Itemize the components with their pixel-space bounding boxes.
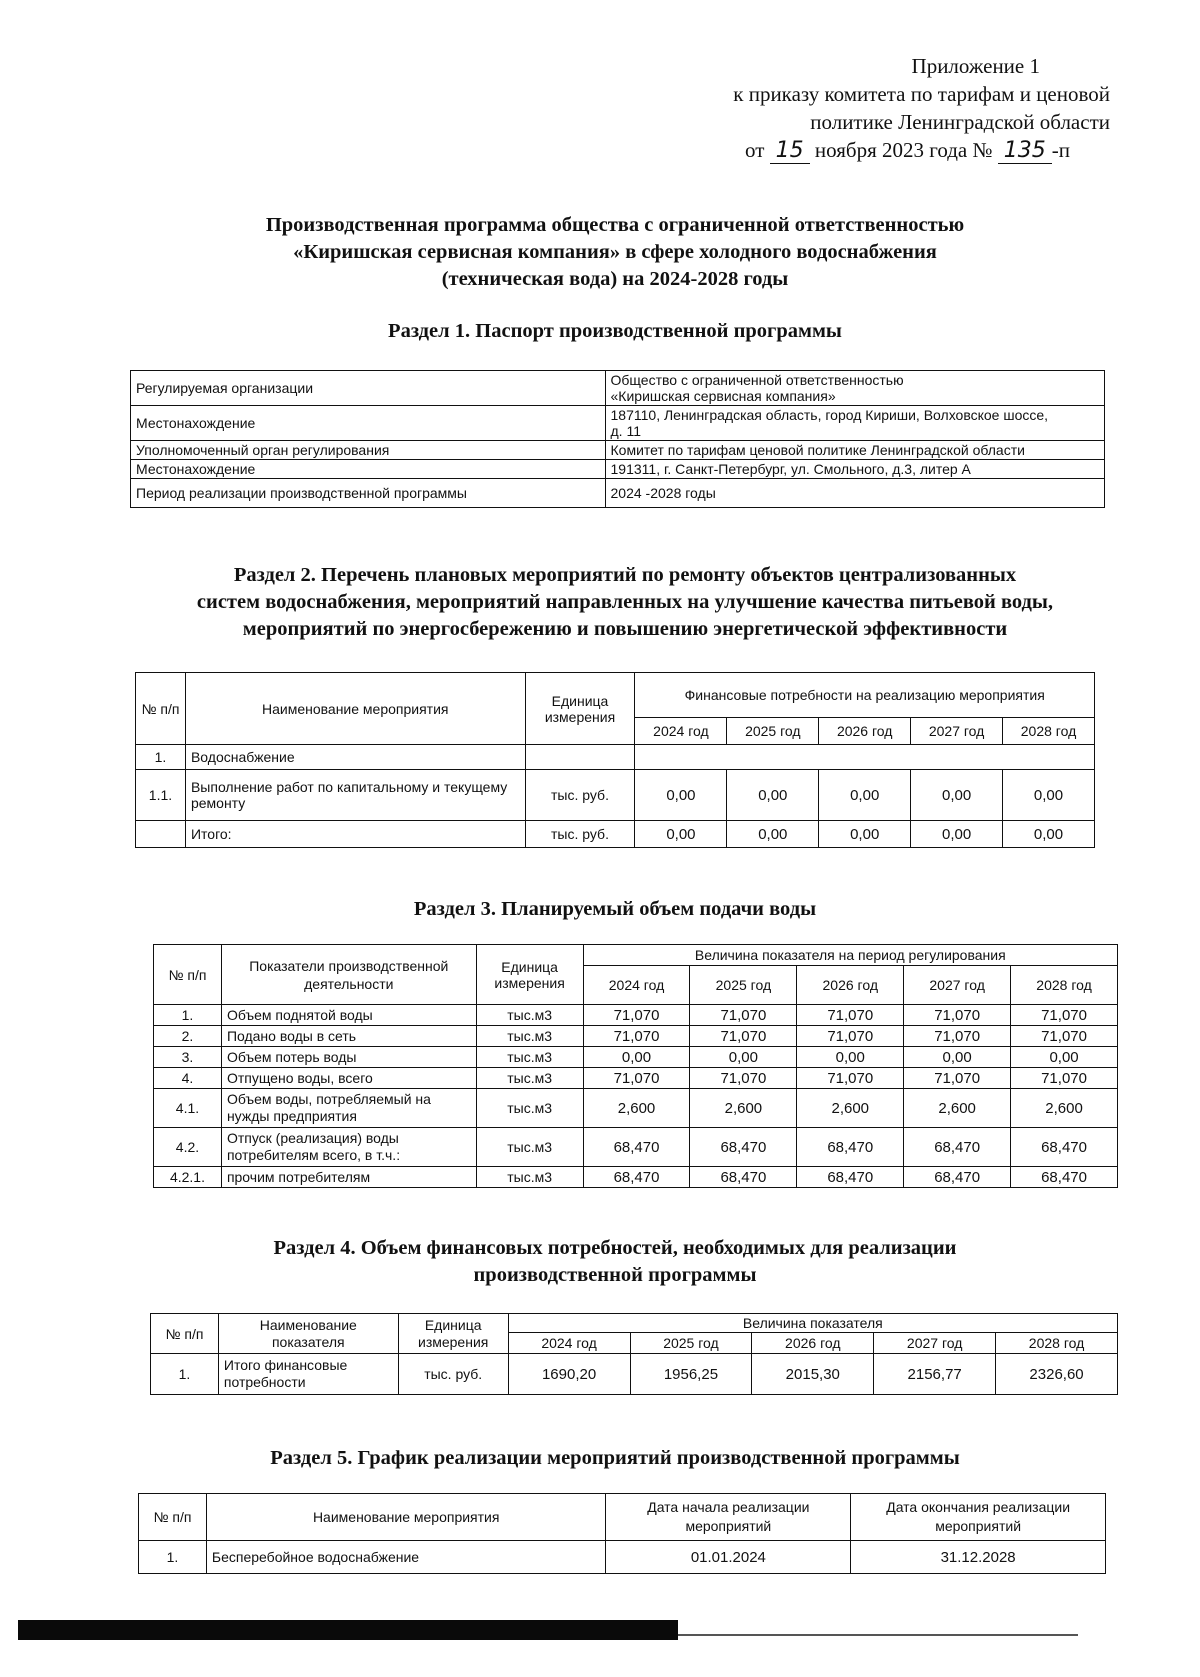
row-num: 4. xyxy=(154,1068,222,1089)
header-row xyxy=(139,1494,1106,1541)
row-value: 2,600 xyxy=(1011,1089,1118,1128)
header-year: 2026 год xyxy=(819,718,911,745)
row-value: 68,470 xyxy=(904,1128,1011,1167)
row-value: 71,070 xyxy=(690,1068,797,1089)
row-value: 71,070 xyxy=(690,1026,797,1047)
section2-title-line-2: систем водоснабжения, мероприятий направленных на улучшение качества питьевой воды, xyxy=(196,591,1054,613)
section5-title: Раздел 5. График реализации мероприятий производственной программы xyxy=(270,1447,960,1469)
activities-table xyxy=(135,672,1095,848)
row-value: 1690,20 xyxy=(508,1354,630,1395)
row-value: 68,470 xyxy=(1011,1128,1118,1167)
row-unit: тыс.м3 xyxy=(476,1128,583,1167)
passport-label: Уполномоченный орган регулирования xyxy=(131,441,606,460)
row-unit: тыс. руб. xyxy=(525,770,635,821)
appendix-line-1: Приложение 1 xyxy=(911,54,1040,78)
row-value: 68,470 xyxy=(1011,1167,1118,1188)
date-prefix: от xyxy=(744,138,765,162)
header-num: № п/п xyxy=(154,945,222,1005)
row-value: 0,00 xyxy=(904,1047,1011,1068)
row-name: Бесперебойное водоснабжение xyxy=(206,1541,606,1574)
row-value: 68,470 xyxy=(904,1167,1011,1188)
row-value: 71,070 xyxy=(583,1005,690,1026)
row-value: 2,600 xyxy=(690,1089,797,1128)
header-value: Величина показателя xyxy=(508,1314,1117,1333)
title-line-2: «Киришская сервисная компания» в сфере холодного водоснабжения xyxy=(293,241,937,263)
table-row xyxy=(131,479,1105,508)
table-row xyxy=(131,441,1105,460)
row-value: 71,070 xyxy=(1011,1026,1118,1047)
header-year: 2028 год xyxy=(1003,718,1095,745)
water-volume-table-header xyxy=(154,945,1118,1005)
header-num: № п/п xyxy=(136,673,186,745)
row-value: 68,470 xyxy=(797,1167,904,1188)
row-value: 68,470 xyxy=(583,1167,690,1188)
row-value: 0,00 xyxy=(911,821,1003,848)
header-financial: Финансовые потребности на реализацию мероприятия xyxy=(635,673,1095,718)
row-unit: тыс.м3 xyxy=(476,1047,583,1068)
row-value: 0,00 xyxy=(583,1047,690,1068)
row-value: 68,470 xyxy=(583,1128,690,1167)
table-row xyxy=(139,1541,1106,1574)
header-year: 2028 год xyxy=(996,1333,1118,1354)
row-name: Объем воды, потребляемый на нужды предприятия xyxy=(221,1089,476,1128)
row-value: 68,470 xyxy=(797,1128,904,1167)
header-year: 2026 год xyxy=(752,1333,874,1354)
header-unit: Единица измерения xyxy=(476,945,583,1005)
row-num: 4.1. xyxy=(154,1089,222,1128)
passport-label: Период реализации производственной программы xyxy=(131,479,606,508)
header-year: 2024 год xyxy=(583,966,690,1005)
row-value: 0,00 xyxy=(1003,770,1095,821)
passport-value-line: д. 11 xyxy=(610,423,641,439)
financial-needs-table-header xyxy=(151,1314,1118,1354)
passport-value-line: Общество с ограниченной ответственностью xyxy=(610,372,904,388)
row-value: 71,070 xyxy=(690,1005,797,1026)
row-value: 0,00 xyxy=(635,821,727,848)
table-row xyxy=(136,821,1095,848)
passport-table-body xyxy=(131,371,1105,508)
header-name: Наименование мероприятия xyxy=(206,1494,606,1541)
row-num: 1. xyxy=(136,745,186,770)
row-value: 71,070 xyxy=(1011,1068,1118,1089)
row-name: Объем потерь воды xyxy=(221,1047,476,1068)
passport-table xyxy=(130,370,1105,508)
row-unit: тыс.м3 xyxy=(476,1026,583,1047)
header-year: 2025 год xyxy=(690,966,797,1005)
order-suffix: -п xyxy=(1051,138,1070,162)
header-year: 2027 год xyxy=(904,966,1011,1005)
water-volume-table-body xyxy=(154,1005,1118,1188)
date-rest: ноября 2023 года № xyxy=(814,138,993,162)
row-value: 0,00 xyxy=(690,1047,797,1068)
handwritten-order-number: 135 xyxy=(998,138,1052,164)
header-name: Показатели производственной деятельности xyxy=(221,945,476,1005)
appendix-date-line xyxy=(650,136,1110,165)
row-value: 0,00 xyxy=(1003,821,1095,848)
header-year: 2025 год xyxy=(727,718,819,745)
section2-title-line-1: Раздел 2. Перечень плановых мероприятий по ремонту объектов централизованных xyxy=(233,564,1017,586)
row-unit: тыс.м3 xyxy=(476,1005,583,1026)
row-value: 71,070 xyxy=(904,1005,1011,1026)
row-name: Отпуск (реализация) воды потребителям всего, в т.ч.: xyxy=(221,1128,476,1167)
row-name: Подано воды в сеть xyxy=(221,1026,476,1047)
section2-title xyxy=(130,562,1120,643)
table-row xyxy=(154,1005,1118,1026)
row-value: 71,070 xyxy=(583,1026,690,1047)
passport-value-line: 187110, Ленинградская область, город Кириши, Волховское шоссе, xyxy=(610,407,1049,423)
header-num: № п/п xyxy=(151,1314,219,1354)
section4-title-line-1: Раздел 4. Объем финансовых потребностей, необходимых для реализации xyxy=(273,1237,957,1259)
water-volume-table xyxy=(153,944,1118,1188)
passport-label: Местонахождение xyxy=(131,406,606,441)
row-value: 71,070 xyxy=(904,1026,1011,1047)
row-name: Отпущено воды, всего xyxy=(221,1068,476,1089)
table-row xyxy=(154,1047,1118,1068)
row-value: 0,00 xyxy=(727,821,819,848)
passport-label: Местонахождение xyxy=(131,460,606,479)
row-value: 1956,25 xyxy=(630,1354,752,1395)
row-value: 0,00 xyxy=(635,770,727,821)
header-row xyxy=(151,1314,1118,1333)
row-value: 2326,60 xyxy=(996,1354,1118,1395)
row-value: 68,470 xyxy=(690,1167,797,1188)
header-value: Величина показателя на период регулирования xyxy=(583,945,1117,966)
appendix-header xyxy=(650,52,1110,165)
row-value: 71,070 xyxy=(797,1005,904,1026)
row-value: 68,470 xyxy=(690,1128,797,1167)
header-num: № п/п xyxy=(139,1494,207,1541)
row-unit: тыс. руб. xyxy=(398,1354,508,1395)
passport-value xyxy=(605,406,1104,441)
activities-table-header xyxy=(136,673,1095,745)
row-value: 2,600 xyxy=(904,1089,1011,1128)
financial-needs-table-body xyxy=(151,1354,1118,1395)
row-num: 1. xyxy=(154,1005,222,1026)
header-year: 2025 год xyxy=(630,1333,752,1354)
row-value: 2,600 xyxy=(797,1089,904,1128)
header-year: 2027 год xyxy=(911,718,1003,745)
row-name: Итого финансовые потребности xyxy=(218,1354,398,1395)
row-value: 0,00 xyxy=(727,770,819,821)
header-year: 2027 год xyxy=(874,1333,996,1354)
row-empty-values xyxy=(635,745,1095,770)
schedule-table-header xyxy=(139,1494,1106,1541)
row-num: 3. xyxy=(154,1047,222,1068)
section4-title-line-2: производственной программы xyxy=(473,1264,757,1286)
row-name: Водоснабжение xyxy=(185,745,525,770)
header-unit: Единица измерения xyxy=(525,673,635,745)
row-num: 1. xyxy=(139,1541,207,1574)
row-value: 71,070 xyxy=(797,1068,904,1089)
row-unit: тыс.м3 xyxy=(476,1089,583,1128)
header-year: 2028 год xyxy=(1011,966,1118,1005)
row-start-date: 01.01.2024 xyxy=(606,1541,851,1574)
table-row xyxy=(136,745,1095,770)
row-name: Объем поднятой воды xyxy=(221,1005,476,1026)
table-row xyxy=(131,371,1105,406)
table-row xyxy=(154,1026,1118,1047)
row-value: 71,070 xyxy=(583,1068,690,1089)
row-value: 0,00 xyxy=(911,770,1003,821)
document-title xyxy=(150,212,1080,293)
title-line-3: (техническая вода) на 2024-2028 годы xyxy=(441,268,789,290)
appendix-line-3: политике Ленинградской области xyxy=(810,110,1110,134)
header-year: 2024 год xyxy=(635,718,727,745)
row-value: 0,00 xyxy=(797,1047,904,1068)
table-row xyxy=(154,1128,1118,1167)
header-year: 2026 год xyxy=(797,966,904,1005)
row-value: 0,00 xyxy=(1011,1047,1118,1068)
row-num: 4.2.1. xyxy=(154,1167,222,1188)
passport-value-line: «Киришская сервисная компания» xyxy=(610,388,836,404)
header-row xyxy=(154,945,1118,966)
activities-table-body xyxy=(136,745,1095,848)
row-num xyxy=(136,821,186,848)
header-start: Дата начала реализации мероприятий xyxy=(606,1494,851,1541)
header-unit: Единица измерения xyxy=(398,1314,508,1354)
section4-title xyxy=(150,1235,1080,1289)
header-row xyxy=(136,673,1095,718)
header-name: Наименование мероприятия xyxy=(185,673,525,745)
row-name: Итого: xyxy=(185,821,525,848)
row-unit: тыс. руб. xyxy=(525,821,635,848)
row-value: 2,600 xyxy=(583,1089,690,1128)
passport-value: 191311, г. Санкт-Петербург, ул. Смольного, д.3, литер А xyxy=(605,460,1104,479)
row-name: прочим потребителям xyxy=(221,1167,476,1188)
table-row xyxy=(154,1068,1118,1089)
row-unit xyxy=(525,745,635,770)
section1-title: Раздел 1. Паспорт производственной программы xyxy=(388,320,842,342)
passport-label: Регулируемая организации xyxy=(131,371,606,406)
table-row xyxy=(151,1354,1118,1395)
row-num: 2. xyxy=(154,1026,222,1047)
row-unit: тыс.м3 xyxy=(476,1068,583,1089)
table-row xyxy=(154,1167,1118,1188)
passport-value: 2024 -2028 годы xyxy=(605,479,1104,508)
row-value: 71,070 xyxy=(904,1068,1011,1089)
row-value: 2156,77 xyxy=(874,1354,996,1395)
row-num: 4.2. xyxy=(154,1128,222,1167)
row-value: 71,070 xyxy=(1011,1005,1118,1026)
row-value: 2015,30 xyxy=(752,1354,874,1395)
section2-title-line-3: мероприятий по энергосбережению и повышению энергетической эффективности xyxy=(242,618,1008,640)
row-value: 0,00 xyxy=(819,821,911,848)
row-num: 1. xyxy=(151,1354,219,1395)
table-row xyxy=(154,1089,1118,1128)
schedule-table xyxy=(138,1493,1106,1574)
table-row xyxy=(131,460,1105,479)
scan-edge-bar xyxy=(18,1620,678,1640)
handwritten-day: 15 xyxy=(770,138,810,164)
row-unit: тыс.м3 xyxy=(476,1167,583,1188)
row-num: 1.1. xyxy=(136,770,186,821)
passport-value xyxy=(605,371,1104,406)
row-value: 0,00 xyxy=(819,770,911,821)
title-line-1: Производственная программа общества с ограниченной ответственностью xyxy=(265,214,965,236)
row-value: 71,070 xyxy=(797,1026,904,1047)
row-end-date: 31.12.2028 xyxy=(851,1541,1106,1574)
header-end: Дата окончания реализации мероприятий xyxy=(851,1494,1106,1541)
table-row xyxy=(136,770,1095,821)
row-name: Выполнение работ по капитальному и текущему ремонту xyxy=(185,770,525,821)
section3-title: Раздел 3. Планируемый объем подачи воды xyxy=(413,898,817,920)
scan-edge-line xyxy=(678,1634,1078,1636)
header-year: 2024 год xyxy=(508,1333,630,1354)
passport-value: Комитет по тарифам ценовой политике Ленинградской области xyxy=(605,441,1104,460)
header-name: Наименование показателя xyxy=(218,1314,398,1354)
table-row xyxy=(131,406,1105,441)
schedule-table-body xyxy=(139,1541,1106,1574)
appendix-line-2: к приказу комитета по тарифам и ценовой xyxy=(733,82,1110,106)
financial-needs-table xyxy=(150,1313,1118,1395)
